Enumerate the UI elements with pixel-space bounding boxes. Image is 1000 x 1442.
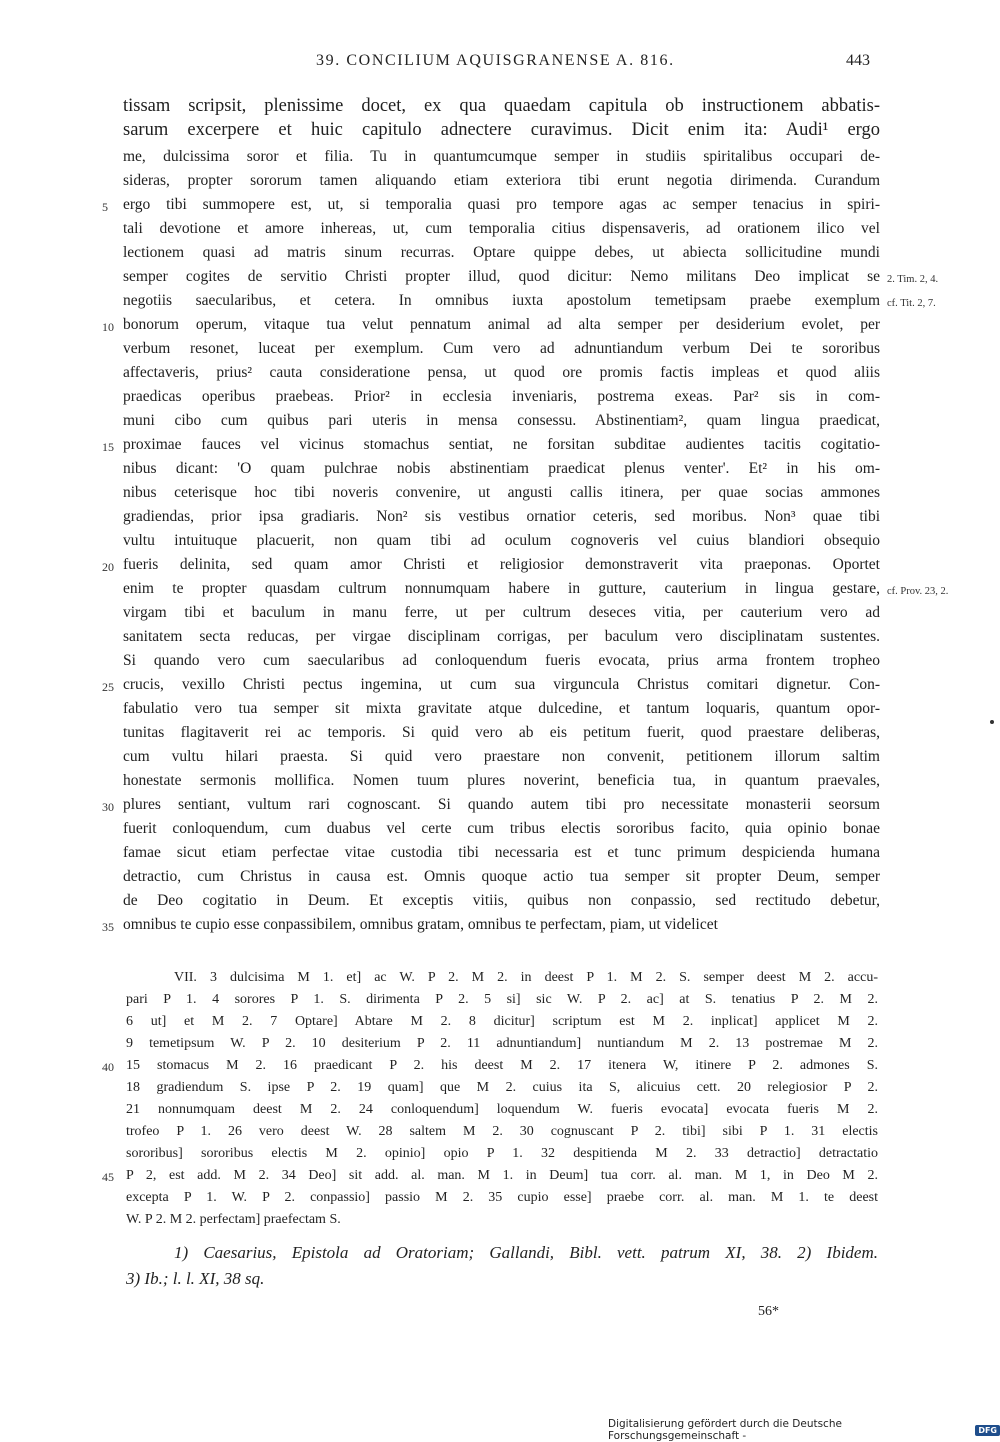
footnote-line: 1) Caesarius, Epistola ad Oratoriam; Gallandi, Bibl. vett. patrum XI, 38. 2) Ibidem. (174, 1243, 878, 1262)
text-line: tunitas flagitaverit rei ac temporis. Si quid vero ab eis petitum fuerit, quod praestare deliberas, (123, 724, 880, 741)
text-line: me, dulcissima soror et filia. Tu in quantumcumque semper in studiis spiritalibus occupari de- (123, 148, 880, 165)
text-line: fueris delinita, sed quam amor Christi et religiosior demonstraverit vita praeponas. Oportet (123, 556, 880, 573)
signature-mark: 56* (758, 1304, 779, 1319)
text-line: honestate sermonis mollifica. Nomen tuum plures noverint, beneficia tua, in quantum praevales, (123, 772, 880, 789)
line-number: 35 (102, 920, 114, 934)
apparatus-line: 21 nonnumquam deest M 2. 24 conloquendum] loquendum W. fueris evocata] evocata fueris M 2. (126, 1102, 878, 1117)
text-line: ergo tibi summopere est, ut, si temporalia quasi pro tempore agas ac semper tenacius in spiri- (123, 196, 880, 213)
footnote-line: 3) Ib.; l. l. XI, 38 sq. (126, 1269, 265, 1288)
apparatus-line: excepta P 1. W. P 2. conpassio] passio M 2. 35 cupio esse] praebe corr. al. man. M 1. te deest (126, 1190, 878, 1205)
apparatus-line: 9 temetipsum W. P 2. 10 desiterium P 2. 11 adnuntiandum] nuntiandum M 2. 13 postremae M 2. (126, 1036, 878, 1051)
text-line: proximae fauces vel vicinus stomachus sentiat, ne forsitan subditae audientes tacitis cogitatio- (123, 436, 880, 453)
dfg-logo: DFG (975, 1425, 1000, 1436)
text-line: lectionem quasi ad matris sinum recurras. Optare quippe debes, ut abiecta sollicitudine mundi (123, 244, 880, 261)
digitization-credit (608, 1418, 1000, 1442)
line-number: 15 (102, 440, 114, 454)
text-line: fuerit conloquendum, cum duabus vel certe cum tribus electis sororibus facito, quia opinio bonae (123, 820, 880, 837)
text-line: enim te propter quasdam cultrum nonnumquam habere in gutture, cauterium in lingua gestare, (123, 580, 880, 597)
apparatus-line: 15 stomacus M 2. 16 praedicant P 2. his deest M 2. 17 itenera W, itinere P 2. admones S. (126, 1058, 878, 1073)
text-line: vultu intuituque placuerit, non quam tibi ad oculum cognoveris vel cuius blandiori obsequio (123, 532, 880, 549)
text-line: de Deo cogitatio in Deum. Et exceptis vitiis, quibus non conpassio, sed rectitudo debetur, (123, 892, 880, 909)
apparatus-line: P 2, est add. M 2. 34 Deo] sit add. al. man. M 1. in Deum] tua corr. al. man. M 1, in Deo M 2. (126, 1168, 878, 1183)
margin-reference: cf. Tit. 2, 7. (887, 298, 936, 309)
text-line: bonorum operum, vitaque tua velut pennatum animal ad alta semper per desiderium evolet, per (123, 316, 880, 333)
text-line: negotiis saecularibus, et cetera. In omnibus iuxta apostolum temetipsam praebe exemplum (123, 292, 880, 309)
text-line: cum vultu hilari praesta. Si quid vero praestare non convenit, petitionem illorum saltim (123, 748, 880, 765)
text-line: virgam tibi et baculum in manu ferre, ut per cultrum deseces vitia, per cauterium vero ad (123, 604, 880, 621)
line-number: 20 (102, 560, 114, 574)
text-line: tali devotione et amore inhereas, ut, cum temporalia citius dispensaveris, ad orationem ilico vel (123, 220, 880, 237)
text-line: verbum resonet, luceat per exemplum. Cum vero ad adnuntiandum verbum Dei te sororibus (123, 340, 880, 357)
line-number: 5 (102, 200, 108, 214)
line-number: 10 (102, 320, 114, 334)
text-line: fabulatio vero tua semper sit mixta gravitate atque dulcedine, et tantum loquaris, quantum opor- (123, 700, 880, 717)
text-line: sanitatem secta reducas, per virgae disciplinam corrigas, per baculum vero disciplinatam sustentes. (123, 628, 880, 645)
digitization-credit-text: Digitalisierung gefördert durch die Deutsche Forschungsgemeinschaft - (608, 1418, 842, 1442)
apparatus-line: 6 ut] et M 2. 7 Optare] Abtare M 2. 8 dicitur] scriptum est M 2. inplicat] applicet M 2. (126, 1014, 878, 1029)
text-line: tissam scripsit, plenissime docet, ex qua quaedam capitula ob instructionem abbatis- (123, 96, 880, 116)
line-number: 45 (102, 1170, 114, 1184)
apparatus-line: sororibus] sororibus electis M 2. opinio] opio P 1. 32 despitienda M 2. 33 detractio] detractatio (126, 1146, 878, 1161)
running-title: 39. CONCILIUM AQUISGRANENSE A. 816. (316, 52, 675, 69)
text-line: sideras, propter sororum tamen aliquando etiam exteriora tibi erunt negotia dirimenda. Curandum (123, 172, 880, 189)
text-line: affectaveris, prius² cauta consideratione pensa, ut quod ore promis factis impleas et quod aliis (123, 364, 880, 381)
apparatus-line: VII. 3 dulcisima M 1. et] ac W. P 2. M 2. in deest P 1. M 2. S. semper deest M 2. accu- (174, 970, 878, 985)
text-line: semper cogites de servitio Christi propter illud, quod dicitur: Nemo militans Deo implicat se (123, 268, 880, 285)
running-header (0, 52, 1000, 76)
apparatus-line: W. P 2. M 2. perfectam] praefectam S. (126, 1212, 341, 1227)
text-line: gradiendas, prior ipsa gradiaris. Non² sis vestibus ornatior ceteris, sed moribus. Non³ quae tibi (123, 508, 880, 525)
line-number: 40 (102, 1060, 114, 1074)
text-line: nibus dicant: 'O quam pulchrae nobis abstinentiam praedicat plenus venter'. Et² in his om- (123, 460, 880, 477)
text-line: nibus ceterisque hoc tibi noveris convenire, ut angusti callis itinera, per quae socias ammones (123, 484, 880, 501)
page-number: 443 (846, 52, 870, 69)
scan-speck (990, 720, 994, 724)
text-line: detractio, cum Christus in causa est. Omnis quoque actio tua semper sit propter Deum, semper (123, 868, 880, 885)
margin-reference: 2. Tim. 2, 4. (887, 274, 939, 285)
apparatus-line: pari P 1. 4 sorores P 1. S. dirimenta P 2. 5 si] sic W. P 2. ac] at S. tenatius P 2. M 2. (126, 992, 878, 1007)
text-line: sarum excerpere et huic capitulo adnectere curavimus. Dicit enim ita: Audi¹ ergo (123, 120, 880, 140)
text-line: crucis, vexillo Christi pectus ingemina, ut cum sua virguncula Christus comitari dignetur. Con- (123, 676, 880, 693)
line-number: 25 (102, 680, 114, 694)
text-line: omnibus te cupio esse conpassibilem, omnibus gratam, omnibus te perfectam, piam, ut videlicet (123, 916, 718, 933)
text-line: plures sentiant, vultum rari cognoscant. Si quando autem tibi pro necessitate monasterii seorsum (123, 796, 880, 813)
apparatus-line: 18 gradiendum S. ipse P 2. 19 quam] que M 2. cuius ita S, alicuius cett. 20 relegiosior P 2. (126, 1080, 878, 1095)
line-number: 30 (102, 800, 114, 814)
margin-reference: cf. Prov. 23, 2. (887, 586, 949, 597)
text-line: famae sicut etiam perfectae vitae custodia tibi necessaria est et tunc primum despicienda humana (123, 844, 880, 861)
apparatus-line: trofeo P 1. 26 vero deest W. 28 saltem M 2. 30 cognuscant P 2. tibi] sibi P 1. 31 electis (126, 1124, 878, 1139)
text-line: Si quando vero cum saecularibus ad conloquendum fueris evocata, prius arma frontem tropheo (123, 652, 880, 669)
text-line: praedicas operibus praebeas. Prior² in ecclesia inveniaris, postrema exeas. Par² sis in com- (123, 388, 880, 405)
text-line: muni cibo cum quibus pari uteris in mensa consessu. Abstinentiam², quam lingua praedicat, (123, 412, 880, 429)
